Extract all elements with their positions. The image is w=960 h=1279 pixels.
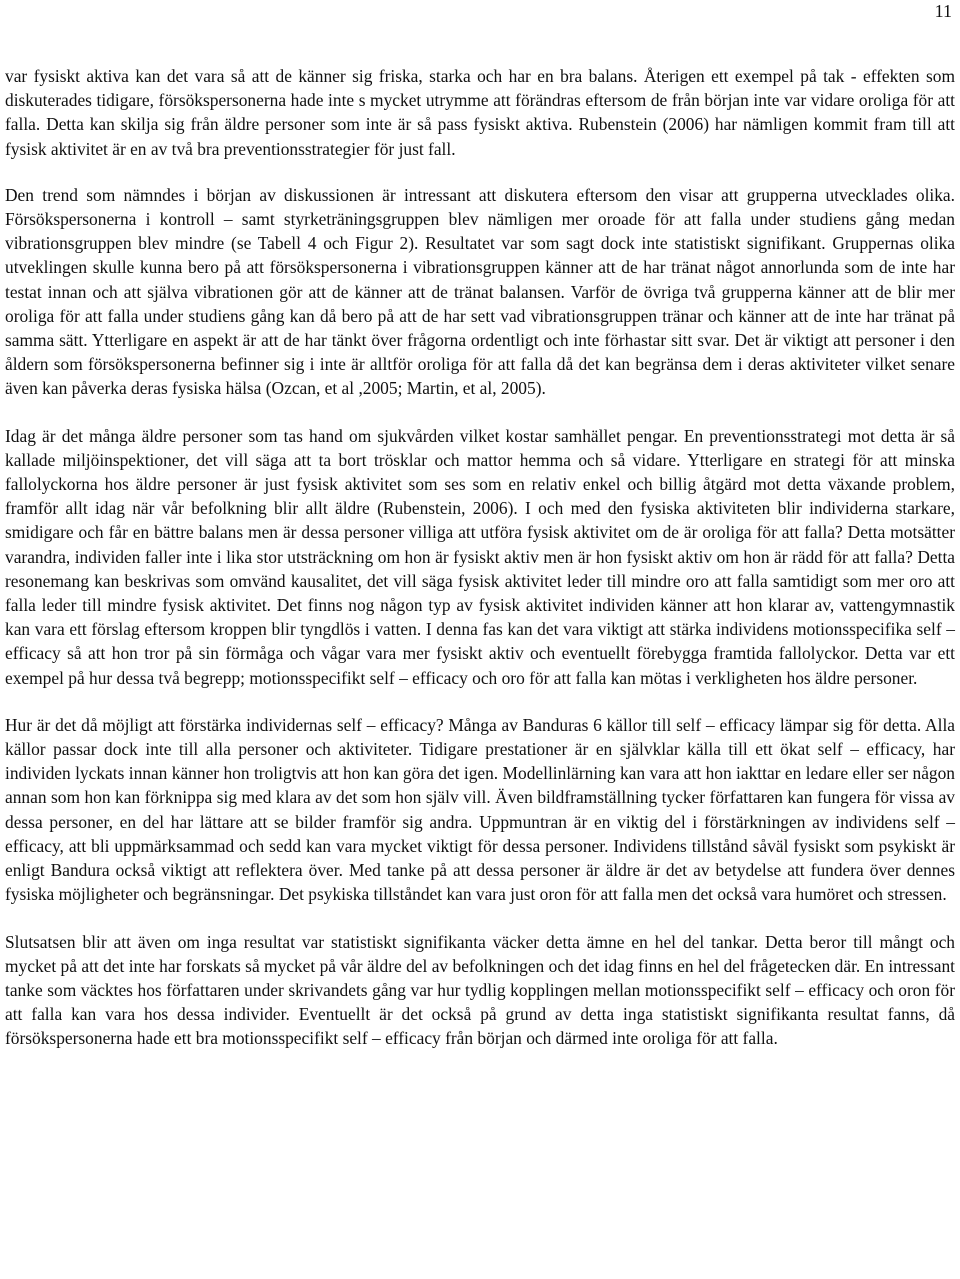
document-body	[5, 64, 955, 1074]
paragraph-4: Hur är det då möjligt att förstärka individernas self – efficacy? Många av Banduras 6 källor till self – efficacy lämpar sig för detta. Alla källor passar dock inte till alla personer och aktiviteter. Tidigare prestationer är en självklar källa till ett ökat self – efficacy, har individen lyckats innan känner hon troligtvis att hon kan göra det igen. Modellinlärning kan vara att hon iakttar en ledare eller ser någon annan som hon kan förknippa sig med klara av det som hon själv vill. Även bildframställning tycker författaren kan fungera för vissa av dessa personer, en del har lättare att se bilder framför sig andra. Uppmuntran är en viktig del i förstärkningen av individens self – efficacy, att bli uppmärksammad och sedd kan vara mycket viktigt för dessa personer. Individens tillstånd såväl fysiskt som psykiskt är enligt Bandura också viktigt att reflektera över. Med tanke på att dessa personer är äldre är det av betydelse att fundera över dennes fysiska möjligheter och begränsningar. Det psykiska tillståndet kan vara just oron för att falla men det också vara humöret och stressen.	[5, 714, 955, 905]
paragraph-5: Slutsatsen blir att även om inga resultat var statistiskt signifikanta väcker detta ämne en hel del tankar. Detta beror till mångt och mycket på att det inte har forskats så mycket på vår äldre del av befolkningen och det idag finns en hel del frågetecken där. En intressant tanke som väcktes hos författaren under skrivandets gång var hur tydlig kopplingen mellan motionsspecifikt self – efficacy och oron för att falla kan vara hos dessa individer. Eventuellt är det också på grund av detta inga statistiskt signifikanta resultat fanns, då försökspersonerna hade ett bra motionsspecifikt self – efficacy från början och därmed inte oroliga för att falla.	[5, 931, 955, 1049]
page-number: 11	[934, 1, 952, 21]
paragraph-1: var fysiskt aktiva kan det vara så att de känner sig friska, starka och har en bra balans. Återigen ett exempel på tak - effekten som diskuterades tidigare, försökspersonerna hade inte s mycket utrymme att förändras eftersom de från början inte var vidare oroliga för att falla. Detta kan skilja sig från äldre personer som inte är så pass fysiskt aktiva. Rubenstein (2006) har nämligen kommit fram till att fysisk aktivitet är en av två bra preventionsstrategier för just fall.	[5, 66, 955, 159]
paragraph-3: Idag är det många äldre personer som tas hand om sjukvården vilket kostar samhället pengar. En preventionsstrategi mot detta är så kallade miljöinspektioner, det vill säga att ta bort trösklar och mattor hemma och så vidare. Ytterligare en strategi för att minska fallolyckorna hos äldre personer är just fysisk aktivitet som ses som en relativ enkel och billig åtgärd mot detta växande problem, framför allt idag när vår befolkning blir allt äldre (Rubenstein, 2006). I och med den fysiska aktiviteten blir individerna starkare, smidigare och får en bättre balans men är dessa personer villiga att utföra fysisk aktivitet om de är oroliga för att falla? Detta motsätter varandra, individen faller inte i lika stor utsträckning om hon är fysiskt aktiv men är hon fysiskt aktiv om hon är rädd för att falla? Detta resonemang kan beskrivas som omvänd kausalitet, det vill säga fysisk aktivitet leder till mindre oro att falla samtidigt som mer oro att falla leder till mindre fysisk aktivitet. Det finns nog någon typ av fysisk aktivitet individen känner att hon klarar av, vattengymnastik kan vara ett förslag eftersom kroppen blir tyngdlös i vatten. I denna fas kan det vara viktigt att stärka individens motionsspecifika self – efficacy så att hon tror på sin förmåga och vågar vara mer fysiskt aktiv och eventuellt förebygga framtida fallolyckor. Detta var ett exempel på hur dessa två begrepp; motionsspecifikt self – efficacy och oro för att falla kan mötas i verkligheten hos äldre personer.	[5, 425, 955, 688]
paragraph-2: Den trend som nämndes i början av diskussionen är intressant att diskutera eftersom den visar att grupperna utvecklades olika. Försökspersonerna i kontroll – samt styrketräningsgruppen blev nämligen mer oroade för att falla under studiens gång medan vibrationsgruppen blev mindre (se Tabell 4 och Figur 2). Resultatet var som sagt dock inte statistiskt signifikant. Gruppernas olika utveklingen skulle kunna bero på att försökspersonerna i vibrationsgruppen känner att de har tränat något annorlunda som de inte har testat innan och att själva vibrationen gör att de känner att de tränat balansen. Varför de övriga två grupperna känner att de blir mer oroliga för att falla under studiens gång kan då bero på att de har sett vad vibrationsgruppen tränar och känner att de inte har tränat på samma sätt. Ytterligare en aspekt är att de har tänkt över frågorna ordentligt och inte förhastar sitt svar. Det är viktigt att personer i den åldern som försökspersonerna befinner sig i inte är alltför oroliga för att falla då det kan begränsa dem i deras aktiviteter vilket senare även kan påverka deras fysiska hälsa (Ozcan, et al ,2005; Martin, et al, 2005).	[5, 184, 955, 399]
